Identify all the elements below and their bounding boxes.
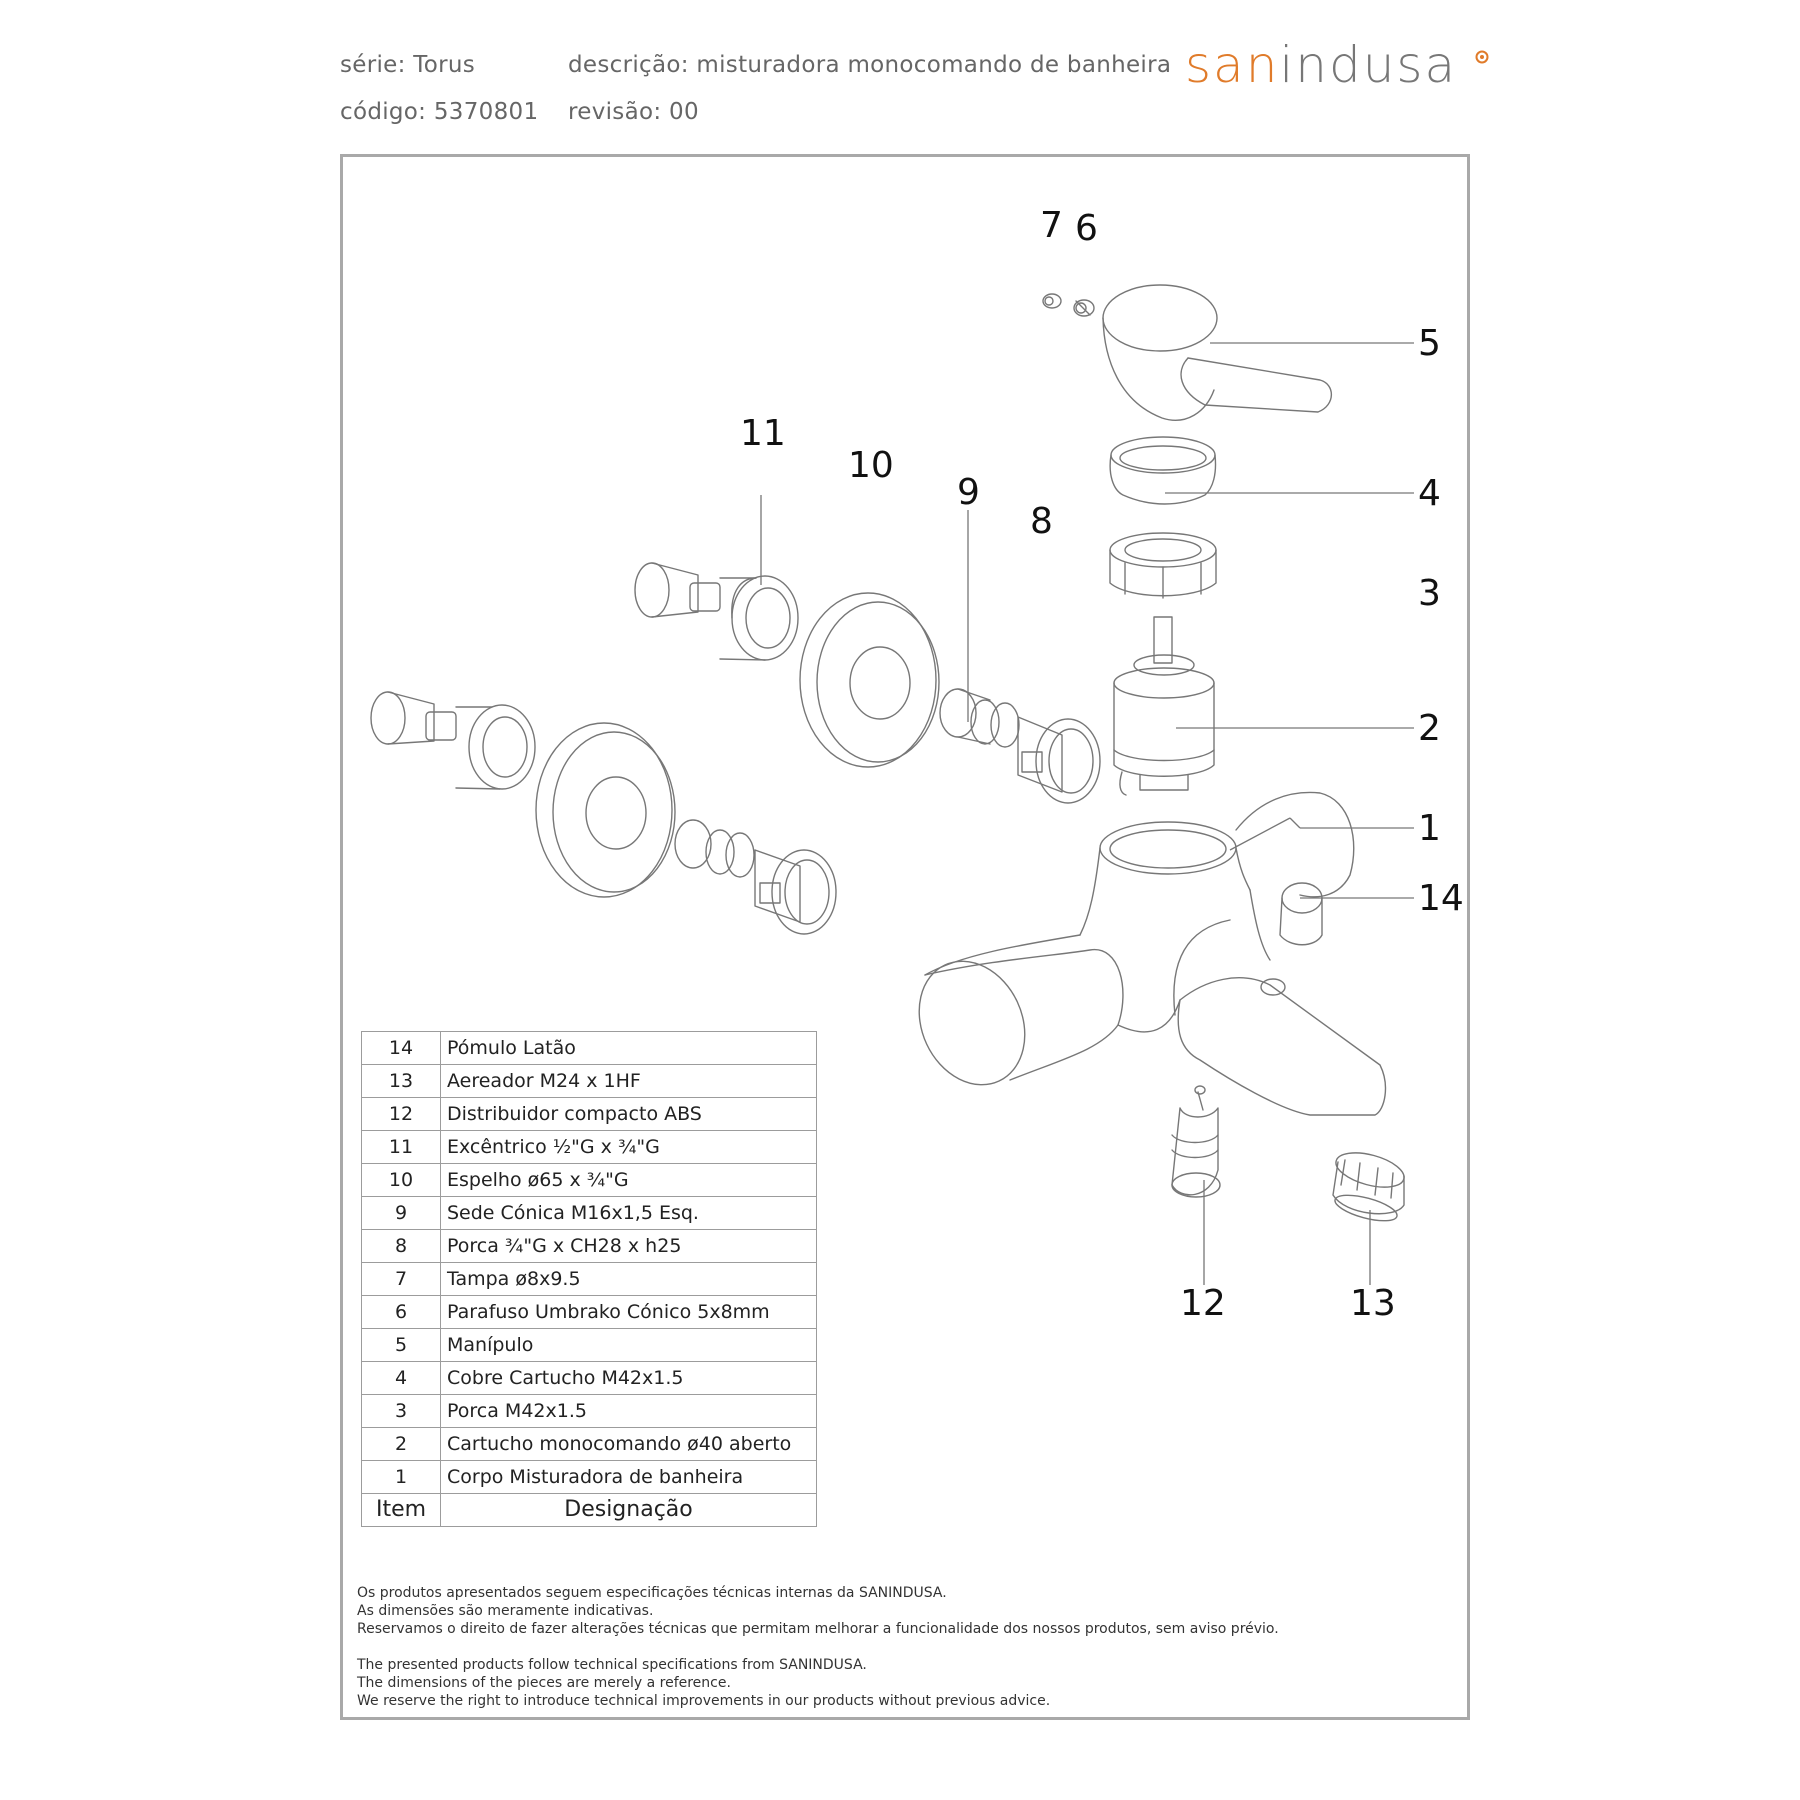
item-designation: Pómulo Latão <box>441 1032 817 1065</box>
nut-part-8-upper <box>1018 717 1100 803</box>
parts-table <box>361 1031 817 1527</box>
table-header-row <box>362 1494 817 1527</box>
escutcheon-part-10-lower <box>536 723 675 897</box>
codigo-label: código: 5370801 <box>340 99 539 125</box>
descricao-label: descrição: misturadora monocomando de banheira <box>568 52 1172 78</box>
item-number: 6 <box>362 1296 441 1329</box>
screw-part-6 <box>1074 300 1094 316</box>
table-row <box>362 1230 817 1263</box>
table-row <box>362 1362 817 1395</box>
item-number: 11 <box>362 1131 441 1164</box>
item-number: 13 <box>362 1065 441 1098</box>
item-designation: Corpo Misturadora de banheira <box>441 1461 817 1494</box>
item-designation: Aereador M24 x 1HF <box>441 1065 817 1098</box>
escutcheon-part-10-upper <box>800 593 939 767</box>
nut-part-3 <box>1110 533 1216 598</box>
callout-9: 9 <box>957 472 980 513</box>
callout-1: 1 <box>1418 808 1441 849</box>
table-row <box>362 1329 817 1362</box>
brand-logo-part2: indusa <box>1279 36 1458 94</box>
callout-11: 11 <box>740 413 786 454</box>
callout-4: 4 <box>1418 473 1441 514</box>
item-number: 10 <box>362 1164 441 1197</box>
eccentric-part-11-lower <box>371 692 535 789</box>
callout-7: 7 <box>1040 205 1063 246</box>
mixer-body-part-1 <box>900 792 1386 1115</box>
cartridge-cover-part-4 <box>1110 437 1215 504</box>
table-row <box>362 1296 817 1329</box>
disclaimer-en-line: We reserve the right to introduce technical improvements in our products without previous advice. <box>357 1693 1051 1709</box>
item-number: 1 <box>362 1461 441 1494</box>
disclaimer-en <box>357 1656 1050 1710</box>
item-designation: Sede Cónica M16x1,5 Esq. <box>441 1197 817 1230</box>
table-row <box>362 1428 817 1461</box>
callout-10: 10 <box>848 445 894 486</box>
table-row <box>362 1032 817 1065</box>
item-designation: Espelho ø65 x ¾"G <box>441 1164 817 1197</box>
item-designation: Porca ¾"G x CH28 x h25 <box>441 1230 817 1263</box>
header-designacao: Designação <box>441 1494 817 1527</box>
item-designation: Cartucho monocomando ø40 aberto <box>441 1428 817 1461</box>
item-designation: Distribuidor compacto ABS <box>441 1098 817 1131</box>
cap-part-7 <box>1043 294 1061 308</box>
item-number: 14 <box>362 1032 441 1065</box>
callout-3: 3 <box>1418 573 1441 614</box>
table-row <box>362 1197 817 1230</box>
cartridge-part-2 <box>1114 617 1214 795</box>
nut-part-8-lower <box>755 850 836 934</box>
callout-6: 6 <box>1075 208 1098 249</box>
item-number: 9 <box>362 1197 441 1230</box>
table-row <box>362 1065 817 1098</box>
disclaimer-pt <box>357 1584 1279 1638</box>
seat-part-9-upper <box>940 689 1019 747</box>
callout-14: 14 <box>1418 878 1464 919</box>
disclaimer-en-line: The dimensions of the pieces are merely a reference. <box>357 1675 731 1691</box>
table-row <box>362 1131 817 1164</box>
table-row <box>362 1461 817 1494</box>
callout-5: 5 <box>1418 323 1441 364</box>
callout-12: 12 <box>1180 1283 1226 1324</box>
diverter-part-12 <box>1172 1086 1220 1197</box>
eccentric-part-11-upper <box>635 563 798 660</box>
disclaimer-pt-line: Reservamos o direito de fazer alterações técnicas que permitam melhorar a funcionalidade dos nossos produtos, sem aviso prévio. <box>357 1621 1279 1637</box>
item-number: 2 <box>362 1428 441 1461</box>
table-row <box>362 1263 817 1296</box>
item-number: 12 <box>362 1098 441 1131</box>
serie-label: série: Torus <box>340 52 476 78</box>
disclaimer-pt-line: As dimensões são meramente indicativas. <box>357 1603 654 1619</box>
item-designation: Porca M42x1.5 <box>441 1395 817 1428</box>
item-designation: Cobre Cartucho M42x1.5 <box>441 1362 817 1395</box>
revisao-label: revisão: 00 <box>568 99 699 125</box>
item-designation: Parafuso Umbrako Cónico 5x8mm <box>441 1296 817 1329</box>
item-designation: Manípulo <box>441 1329 817 1362</box>
disclaimer-en-line: The presented products follow technical specifications from SANINDUSA. <box>357 1657 867 1673</box>
knob-part-14 <box>1280 883 1322 945</box>
item-number: 5 <box>362 1329 441 1362</box>
table-row <box>362 1164 817 1197</box>
header-item: Item <box>362 1494 441 1527</box>
item-number: 7 <box>362 1263 441 1296</box>
callout-8: 8 <box>1030 501 1053 542</box>
item-designation: Excêntrico ½"G x ¾"G <box>441 1131 817 1164</box>
item-number: 3 <box>362 1395 441 1428</box>
disclaimer-pt-line: Os produtos apresentados seguem especificações técnicas internas da SANINDUSA. <box>357 1585 947 1601</box>
table-row <box>362 1098 817 1131</box>
seat-part-9-lower <box>675 820 754 877</box>
item-number: 4 <box>362 1362 441 1395</box>
table-row <box>362 1395 817 1428</box>
brand-logo-part1: san <box>1185 36 1280 94</box>
callout-2: 2 <box>1418 708 1441 749</box>
item-designation: Tampa ø8x9.5 <box>441 1263 817 1296</box>
item-number: 8 <box>362 1230 441 1263</box>
handle-part-5 <box>1103 285 1331 420</box>
callout-13: 13 <box>1350 1283 1396 1324</box>
